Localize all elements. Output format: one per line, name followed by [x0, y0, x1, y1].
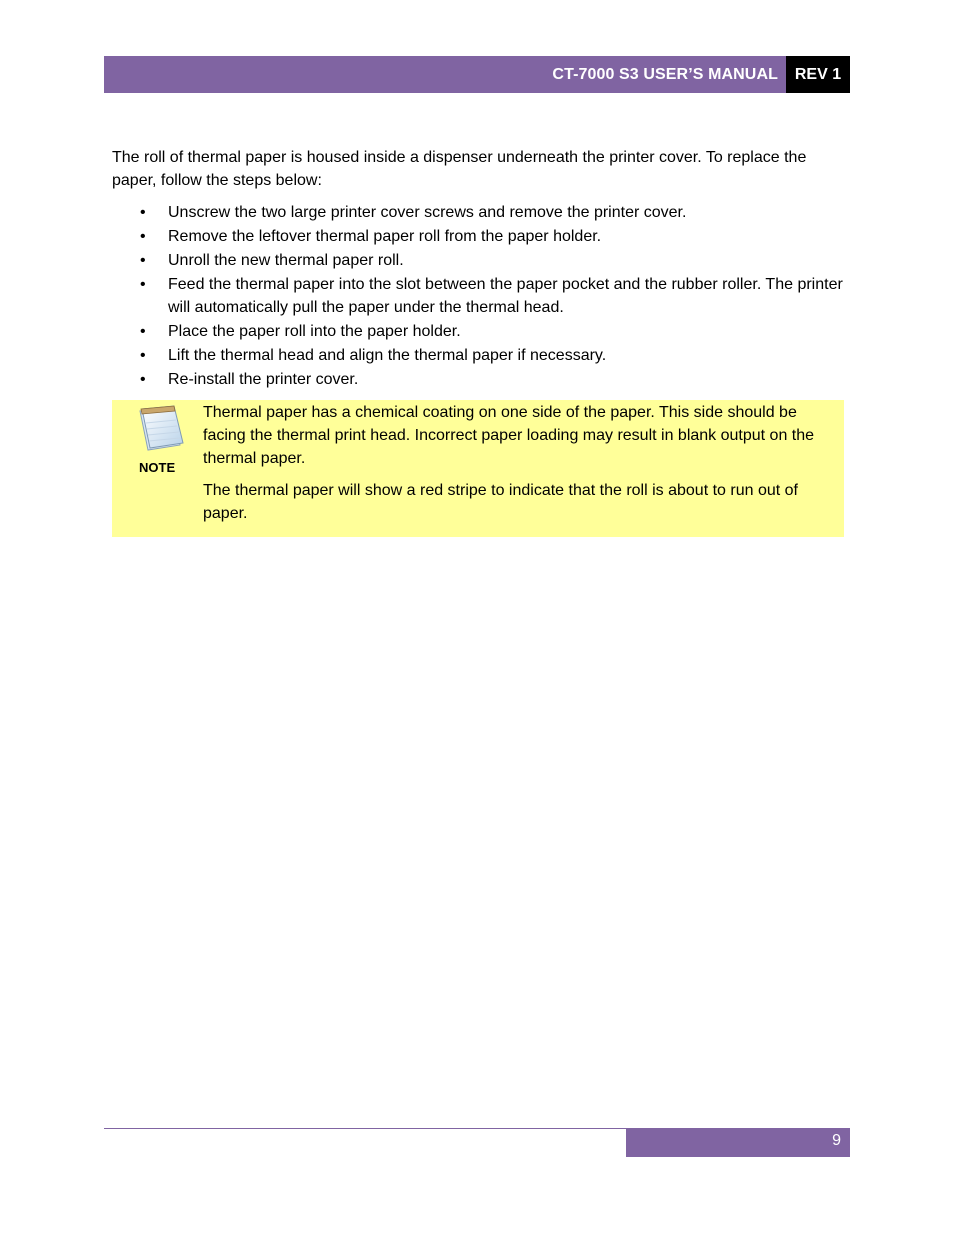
intro-paragraph: The roll of thermal paper is housed inside a dispenser underneath the printer cover. To replace the paper, follow the steps below: [112, 149, 807, 189]
step-text: Remove the leftover thermal paper roll from the paper holder. [168, 228, 602, 245]
step-text: Unscrew the two large printer cover screws and remove the printer cover. [168, 204, 687, 221]
bullet-icon: • [140, 204, 146, 221]
list-item [112, 201, 847, 224]
bullet-icon: • [140, 347, 146, 364]
bullet-icon: • [140, 371, 146, 388]
page-number: 9 [626, 1129, 850, 1157]
step-text: Feed the thermal paper into the slot between the paper pocket and the rubber roller. The printer will automatically pull the paper under the thermal head. [168, 276, 843, 316]
document-title: CT-7000 S3 USER’S MANUAL [552, 66, 778, 83]
note-box [112, 400, 844, 537]
step-text: Re-install the printer cover. [168, 371, 359, 388]
step-text: Lift the thermal head and align the thermal paper if necessary. [168, 347, 607, 364]
bullet-icon: • [140, 252, 146, 269]
list-item [112, 344, 847, 367]
note-paragraph: The thermal paper will show a red stripe to indicate that the roll is about to run out of paper. [203, 482, 798, 522]
note-label: NOTE [139, 460, 176, 475]
step-text: Place the paper roll into the paper holder. [168, 323, 461, 340]
header-bar [104, 56, 786, 93]
main-content [112, 146, 847, 392]
list-item [112, 249, 847, 272]
bullet-icon: • [140, 276, 146, 293]
list-item [112, 320, 847, 343]
bullet-icon: • [140, 228, 146, 245]
note-text [203, 401, 843, 534]
list-item [112, 368, 847, 391]
list-item [112, 273, 847, 319]
steps-list [112, 201, 847, 391]
bullet-icon: • [140, 323, 146, 340]
note-paragraph: Thermal paper has a chemical coating on one side of the paper. This side should be facing the thermal print head. Incorrect paper loading may result in blank output on the thermal paper. [203, 404, 815, 467]
revision-badge: REV 1 [786, 56, 850, 93]
notepad-icon [136, 405, 186, 453]
step-text: Unroll the new thermal paper roll. [168, 252, 404, 269]
list-item [112, 225, 847, 248]
